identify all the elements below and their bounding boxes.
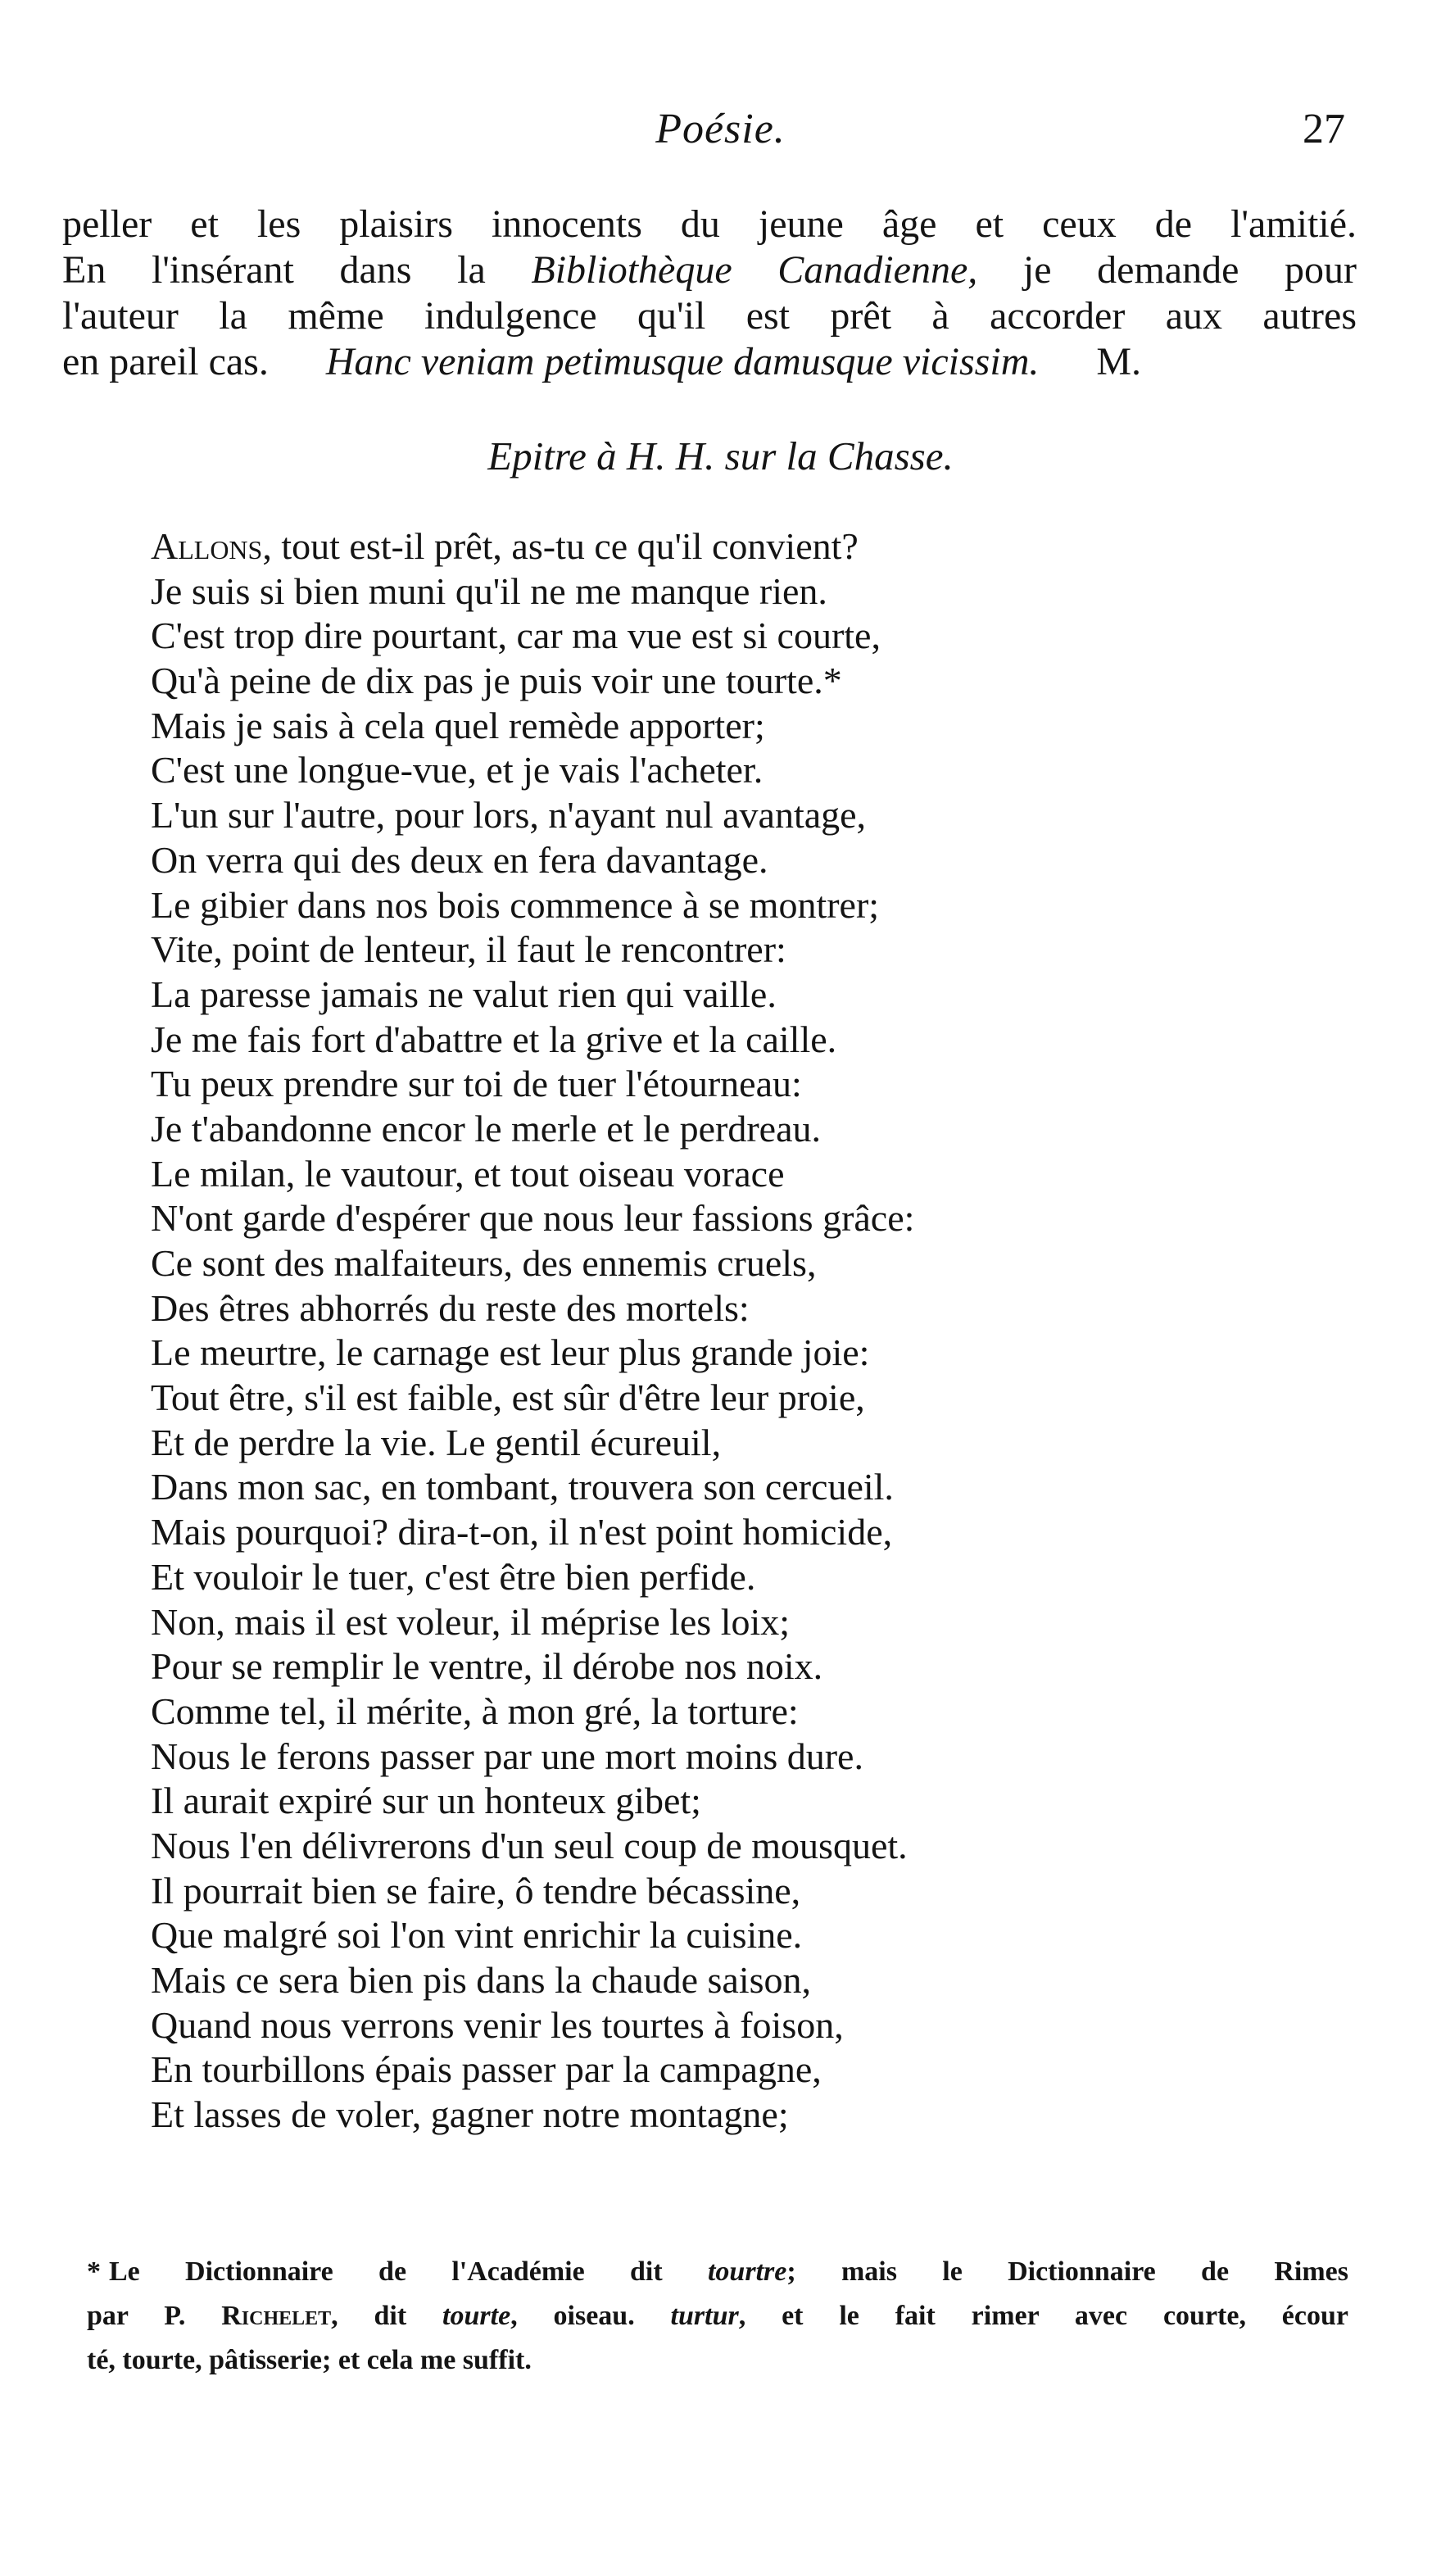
poem-line: Et vouloir le tuer, c'est être bien perfide. bbox=[151, 1555, 756, 1598]
footnote-text: ; mais le Dictionnaire de Rimes bbox=[786, 2256, 1348, 2287]
poem-line: Et lasses de voler, gagner notre montagne; bbox=[151, 2093, 789, 2136]
page-header bbox=[0, 105, 1441, 162]
poem-line: C'est une longue-vue, et je vais l'acheter. bbox=[151, 749, 764, 791]
poem-line: N'ont garde d'espérer que nous leur fassions grâce: bbox=[151, 1197, 915, 1240]
latin-quote: Hanc veniam petimusque damusque vicissim. bbox=[325, 340, 1040, 383]
poem-line: Mais pourquoi? dira-t-on, il n'est point homicide, bbox=[151, 1511, 893, 1553]
prose-line bbox=[62, 247, 1357, 293]
poem-line: Vite, point de lenteur, il faut le rencontrer: bbox=[151, 928, 786, 971]
poem-line: Tout être, s'il est faible, est sûr d'être leur proie, bbox=[151, 1376, 865, 1419]
poem-line: Nous l'en délivrerons d'un seul coup de mousquet. bbox=[151, 1824, 908, 1866]
footnote-mark: * bbox=[87, 2256, 101, 2287]
footnote-text: , dit bbox=[331, 2301, 443, 2331]
poem-line: On verra qui des deux en fera davantage. bbox=[151, 838, 768, 881]
journal-title: Bibliothèque Canadienne, bbox=[531, 248, 978, 292]
poem-body bbox=[151, 524, 914, 2138]
prose-text: je demande pour bbox=[977, 248, 1357, 292]
poem-line: Je t'abandonne encor le merle et le perdreau. bbox=[151, 1107, 821, 1150]
signature: M. bbox=[1096, 340, 1142, 383]
poem-line: La paresse jamais ne valut rien qui vaille. bbox=[151, 973, 777, 1015]
poem-line bbox=[151, 524, 914, 569]
poem-line: Le milan, le vautour, et tout oiseau vorace bbox=[151, 1152, 785, 1195]
poem-line: Et de perdre la vie. Le gentil écureuil, bbox=[151, 1421, 722, 1463]
poem-line: Qu'à peine de dix pas je puis voir une tourte.* bbox=[151, 660, 842, 702]
footnote-text: par P. bbox=[87, 2301, 222, 2331]
poem-line: Non, mais il est voleur, il méprise les loix; bbox=[151, 1600, 791, 1643]
poem-line: C'est trop dire pourtant, car ma vue est si courte, bbox=[151, 615, 881, 657]
footnote-term: turtur bbox=[670, 2301, 739, 2331]
running-title: Poésie. bbox=[655, 106, 786, 152]
footnote-author: Richelet bbox=[221, 2301, 332, 2331]
prose-line bbox=[62, 339, 1357, 385]
poem-line: Pour se remplir le ventre, il dérobe nos noix. bbox=[151, 1645, 823, 1688]
prose-text: En l'insérant dans la bbox=[62, 248, 532, 292]
poem-line: En tourbillons épais passer par la campagne, bbox=[151, 2048, 822, 2091]
poem-line: Je me fais fort d'abattre et la grive et la caille. bbox=[151, 1018, 837, 1060]
poem-line: Quand nous verrons venir les tourtes à foison, bbox=[151, 2003, 844, 2046]
footnote-text: Le Dictionnaire de l'Académie dit bbox=[109, 2256, 708, 2287]
footnote-term: tourte bbox=[442, 2301, 511, 2331]
poem-line: Tu peux prendre sur toi de tuer l'étourneau: bbox=[151, 1063, 802, 1105]
poem-line: Que malgré soi l'on vint enrichir la cuisine. bbox=[151, 1914, 803, 1957]
poem-first-word: Allons, bbox=[151, 525, 272, 567]
poem-line: Mais je sais à cela quel remède apporter; bbox=[151, 704, 765, 746]
footnote-text: , et le fait rimer avec courte, écour bbox=[738, 2301, 1348, 2331]
poem-line: Le meurtre, le carnage est leur plus grande joie: bbox=[151, 1331, 870, 1374]
footnote-line: té, tourte, pâtisserie; et cela me suffit. bbox=[87, 2345, 532, 2375]
poem-line: L'un sur l'autre, pour lors, n'ayant nul avantage, bbox=[151, 794, 867, 837]
prose-line: l'auteur la même indulgence qu'il est prêt à accorder aux autres bbox=[62, 294, 1357, 338]
page-number: 27 bbox=[1303, 106, 1345, 152]
footnote-term: tourtre bbox=[707, 2256, 787, 2287]
poem-line: Comme tel, il mérite, à mon gré, la torture: bbox=[151, 1689, 799, 1732]
footnote bbox=[87, 2250, 1348, 2383]
poem-line: Le gibier dans nos bois commence à se montrer; bbox=[151, 883, 880, 926]
poem-title: Epitre à H. H. sur la Chasse. bbox=[487, 433, 954, 478]
footnote-line bbox=[87, 2294, 1348, 2338]
poem-line: Ce sont des malfaiteurs, des ennemis cruels, bbox=[151, 1242, 817, 1284]
footnote-line bbox=[87, 2250, 1348, 2294]
poem-line-text: tout est-il prêt, as-tu ce qu'il convient? bbox=[271, 525, 859, 567]
prose-text: en pareil cas. bbox=[62, 340, 269, 383]
poem-line: Des êtres abhorrés du reste des mortels: bbox=[151, 1286, 750, 1329]
intro-paragraph bbox=[62, 202, 1357, 385]
poem-line: Il pourrait bien se faire, ô tendre bécassine, bbox=[151, 1869, 801, 1912]
poem-line: Nous le ferons passer par une mort moins dure. bbox=[151, 1735, 863, 1777]
poem-line: Il aurait expiré sur un honteux gibet; bbox=[151, 1780, 701, 1822]
footnote-text: , oiseau. bbox=[510, 2301, 671, 2331]
prose-line: peller et les plaisirs innocents du jeune âge et ceux de l'amitié. bbox=[62, 202, 1357, 246]
poem-line: Dans mon sac, en tombant, trouvera son cercueil. bbox=[151, 1466, 894, 1508]
poem-line: Mais ce sera bien pis dans la chaude saison, bbox=[151, 1959, 812, 2001]
poem-line: Je suis si bien muni qu'il ne me manque rien. bbox=[151, 569, 827, 612]
